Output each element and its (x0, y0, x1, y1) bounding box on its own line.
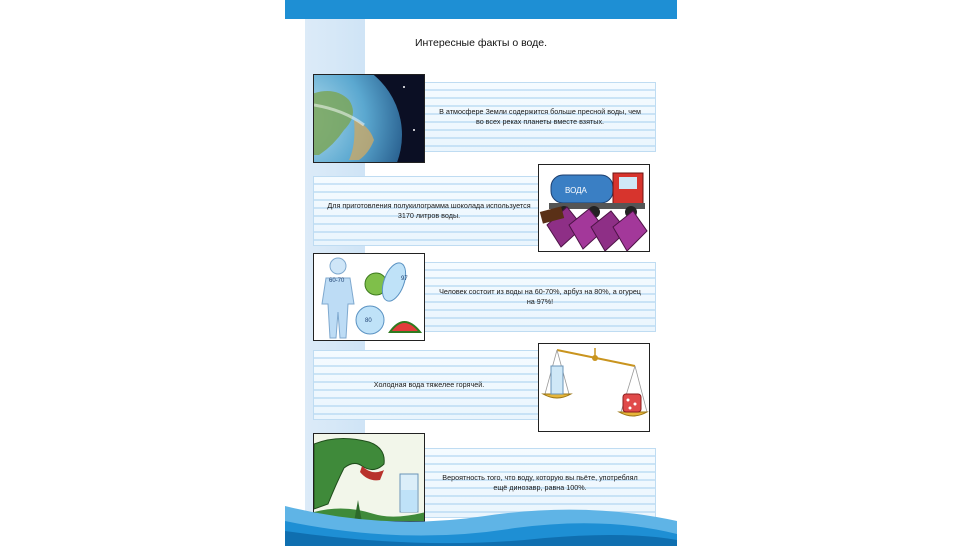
balance-scale-icon (539, 344, 650, 432)
earth-image (313, 74, 425, 163)
fact-card-4 (313, 350, 545, 420)
fact-text-1: В атмосфере Земли содержится больше пресной воды, чем во всех реках планеты вместе взятых. (439, 107, 641, 126)
document-page (285, 0, 677, 546)
truck-chocolate-image (538, 164, 650, 252)
top-bar (285, 0, 677, 19)
fact-card-1 (424, 82, 656, 152)
bottom-wave-decoration (285, 476, 677, 546)
page-title: Интересные факты о воде. (414, 37, 548, 49)
human-body-icon (314, 254, 425, 341)
fact-text-5: Вероятность того, что воду, которую вы пьёте, употреблял ещё динозавр, равна 100%. (442, 473, 638, 492)
fact-text-2: Для приготовления полукилограмма шоколада используется 3170 литров воды. (327, 201, 531, 220)
water-truck-icon (539, 165, 650, 252)
earth-icon (314, 75, 425, 163)
watermelon-percent-label: 80 (365, 318, 372, 324)
fact-text-4: Холодная вода тяжелее горячей. (373, 380, 485, 389)
fact-card-2 (313, 176, 545, 246)
cucumber-percent-label: 97 (401, 276, 408, 282)
human-water-image (313, 253, 425, 341)
truck-label: ВОДА (565, 186, 587, 195)
scales-image (538, 343, 650, 432)
fact-card-3 (424, 262, 656, 332)
human-percent-label: 60-70 (329, 278, 345, 284)
fact-text-3: Человек состоит из воды на 60-70%, арбуз на 80%, а огурец на 97%! (439, 287, 641, 306)
